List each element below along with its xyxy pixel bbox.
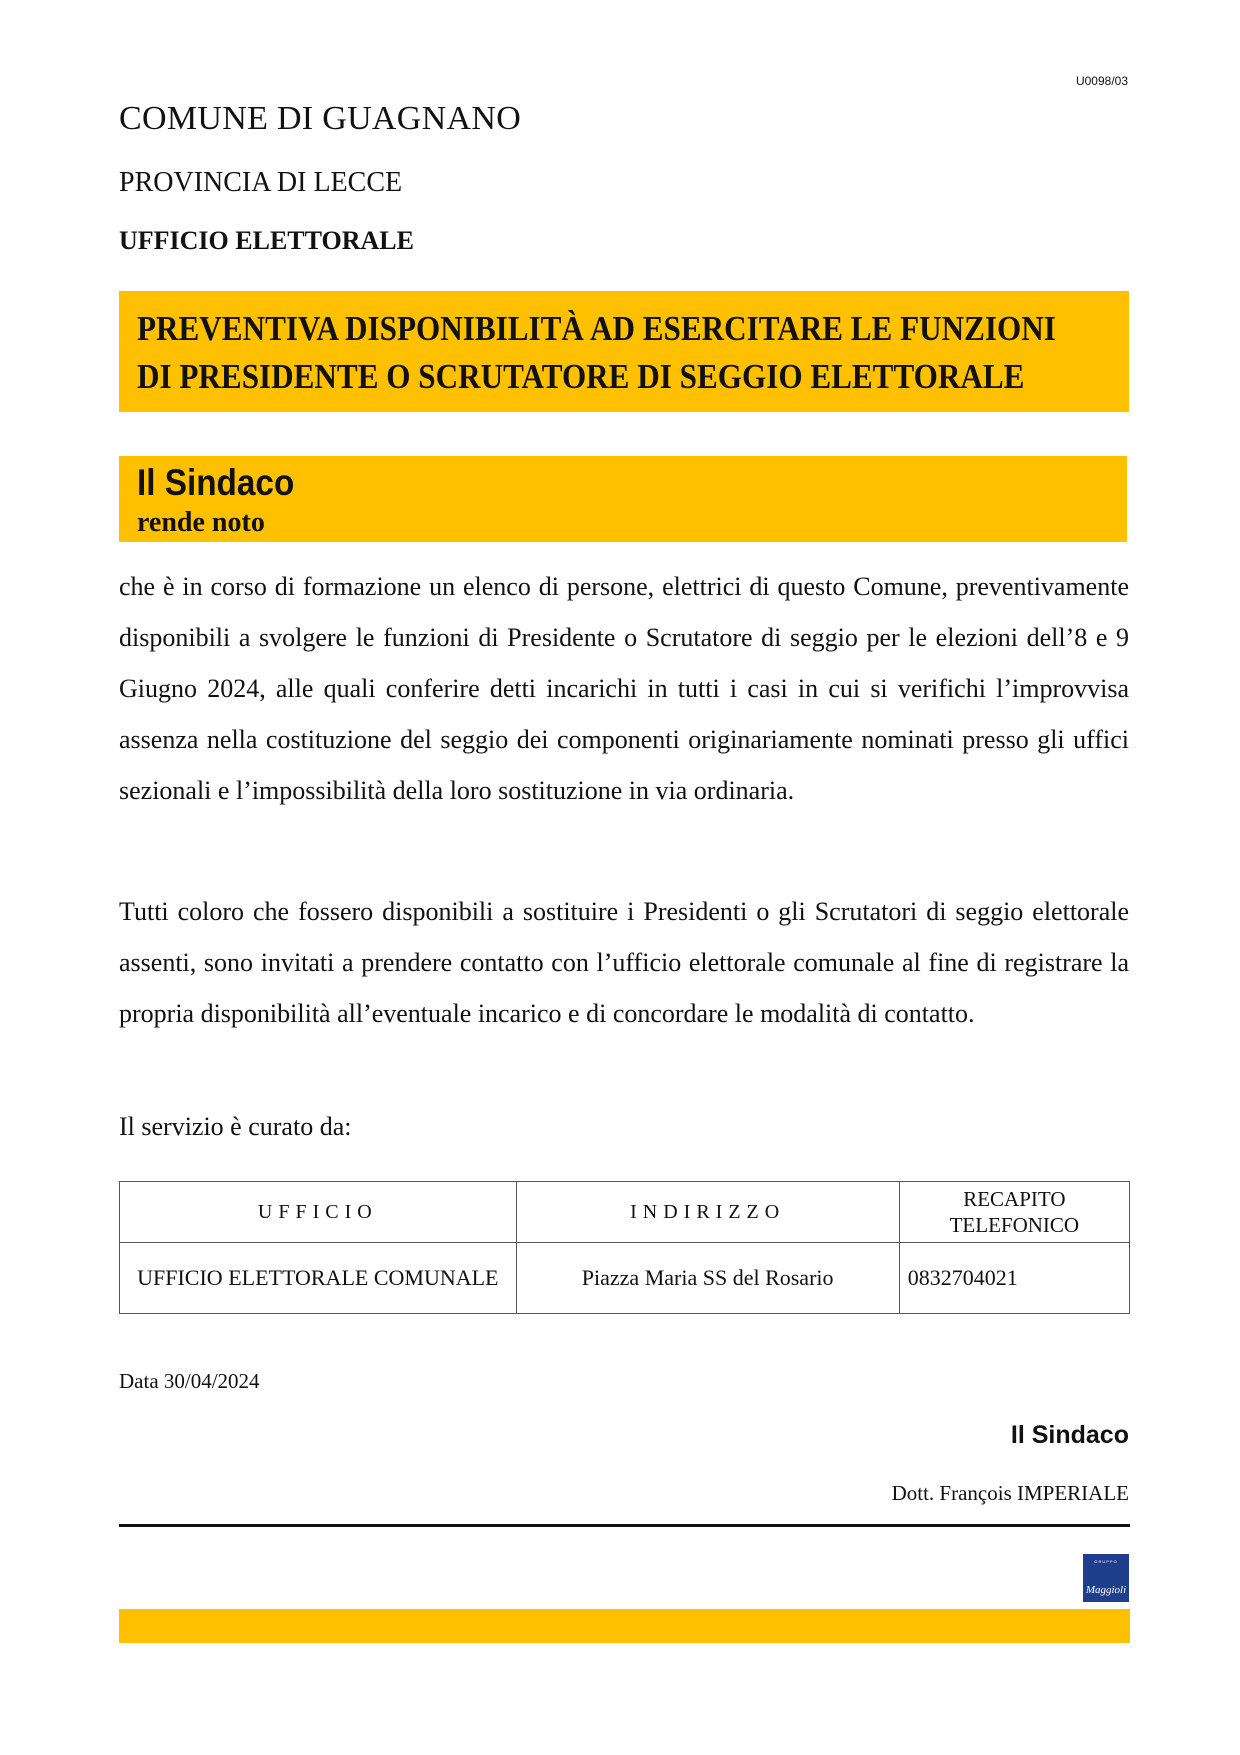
table-header-row	[120, 1182, 1130, 1243]
announcement-subheading: rende noto	[137, 507, 265, 538]
body-paragraph-2: Tutti coloro che fossero disponibili a sostituire i Presidenti o gli Scrutatori di seggio elettorale assenti, sono invitati a prendere contatto con l’ufficio elettorale comunale al fine di registrare la propria disponibilità all’eventuale incarico e di concordare le modalità di contatto.	[119, 897, 1129, 1028]
title-banner	[119, 291, 1129, 412]
logo-maggioli-text: Maggioli	[1085, 1584, 1127, 1596]
logo-gruppo-text: GRUPPO	[1094, 1559, 1118, 1564]
header-recapito	[899, 1182, 1129, 1243]
title-line-2: DI PRESIDENTE O SCRUTATORE DI SEGGIO ELETTORALE	[137, 357, 1025, 396]
header-ufficio: UFFICIO	[120, 1182, 517, 1243]
ufficio-name: UFFICIO ELETTORALE	[119, 226, 414, 255]
announcement-heading: Il Sindaco	[137, 462, 295, 503]
cell-ufficio: UFFICIO ELETTORALE COMUNALE	[120, 1243, 517, 1314]
footer-bar	[119, 1609, 1130, 1643]
table-row	[120, 1243, 1130, 1314]
contact-table	[119, 1181, 1130, 1314]
announcement-banner	[119, 456, 1127, 542]
document-code: U0098/03	[1075, 74, 1128, 88]
header-recapito-line-1: RECAPITO	[963, 1187, 1066, 1211]
comune-name: COMUNE DI GUAGNANO	[119, 100, 522, 137]
header-recapito-line-2: TELEFONICO	[949, 1213, 1080, 1237]
maggioli-logo-icon	[1083, 1554, 1129, 1602]
title-line-1: PREVENTIVA DISPONIBILITÀ AD ESERCITARE LE FUNZIONI	[137, 309, 1056, 348]
signature-name: Dott. François IMPERIALE	[891, 1481, 1129, 1505]
header-indirizzo: INDIRIZZO	[516, 1182, 899, 1243]
provincia-name: PROVINCIA DI LECCE	[119, 167, 403, 198]
footer-divider	[119, 1524, 1130, 1527]
cell-telefono: 0832704021	[899, 1243, 1129, 1314]
body-paragraph-3: Il servizio è curato da:	[119, 1112, 352, 1141]
signature-title: Il Sindaco	[1010, 1421, 1129, 1449]
cell-indirizzo: Piazza Maria SS del Rosario	[516, 1243, 899, 1314]
document-date: Data 30/04/2024	[119, 1369, 260, 1393]
body-paragraph-1: che è in corso di formazione un elenco di persone, elettrici di questo Comune, preventivamente disponibili a svolgere le funzioni di Presidente o Scrutatore di seggio per le elezioni dell’8 e 9 Giugno 2024, alle quali conferire detti incarichi in tutti i casi in cui si verifichi l’improvvisa assenza nella costituzione del seggio dei componenti originariamente nominati presso gli uffici sezionali e l’impossibilità della loro sostituzione in via ordinaria.	[119, 572, 1129, 805]
